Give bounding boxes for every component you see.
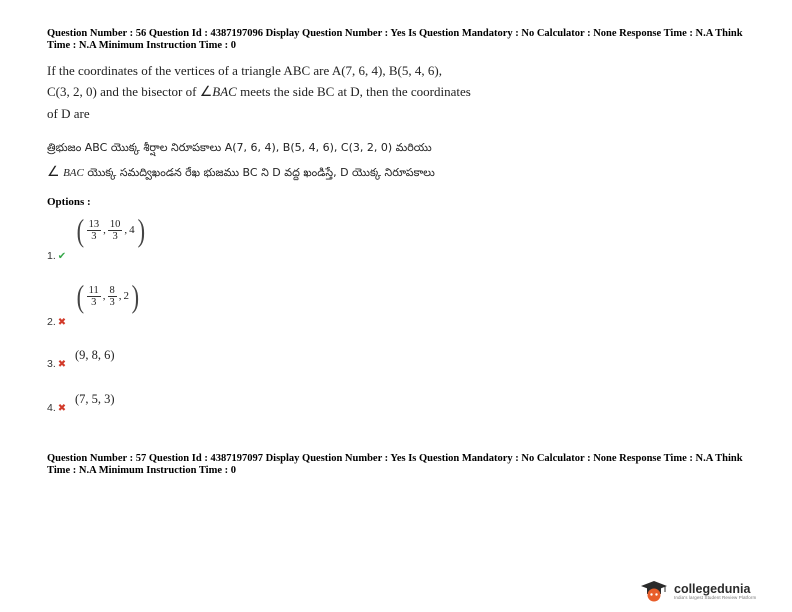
angle-name: BAC — [63, 167, 84, 179]
fraction: $\frac{10}{3}$ — [109, 218, 121, 242]
wrong-cross-icon: ✖ — [57, 359, 67, 370]
question-text-segment: meets the side BC at D, then the coordinates — [240, 84, 471, 99]
question-text-line-telugu — [47, 160, 607, 185]
wrong-cross-icon: ✖ — [57, 403, 67, 414]
option-value: (9, 8, 6) — [75, 348, 115, 362]
option-value: ( $\frac{11}{3}$ , $\frac{8}{3}$ , 2 ) — [76, 278, 140, 314]
question-text-line-telugu: త్రిభుజం ABC యొక్క శీర్షాల నిరూపకాలు A(7, 6, 4), B(5, 4, 6), C(3, 2, 0) మరియు — [47, 141, 432, 154]
question-text-segment: యొక్క సమద్విఖండన రేఖ భుజము BC ని D వద్ద ఖండిస్తే, D యొక్క నిరూపకాలు — [87, 166, 435, 179]
right-paren: ) — [131, 278, 140, 314]
option-number: 1. ✔ — [47, 250, 67, 262]
fraction: $\frac{11}{3}$ — [88, 284, 99, 308]
option-component: 4 — [129, 224, 135, 236]
left-paren: ( — [76, 212, 85, 248]
fraction: $\frac{13}{3}$ — [88, 218, 100, 242]
option-number: 2. ✖ — [47, 316, 67, 328]
option-number: 3. ✖ — [47, 358, 67, 370]
angle-symbol: ∠ — [199, 84, 213, 100]
angle-symbol: ∠ — [47, 164, 60, 180]
question-text-line: If the coordinates of the vertices of a triangle ABC are A(7, 6, 4), B(5, 4, 6), — [47, 63, 442, 78]
logo-name: collegedunia — [674, 581, 751, 596]
question-text-line: of D are — [47, 106, 90, 121]
question-56-text-telugu — [47, 136, 607, 185]
logo-tagline: India's largest Student Review Platform — [674, 594, 757, 600]
option-number: 4. ✖ — [47, 402, 67, 414]
wrong-cross-icon: ✖ — [57, 317, 67, 328]
question-56-meta: Question Number : 56 Question Id : 4387197096 Display Question Number : Yes Is Question Mandatory : No Calculator : None Response Time : N.A Think Time : N.A Minimum Instruction Time : 0 — [47, 28, 743, 51]
option-component: 2 — [123, 290, 130, 302]
right-paren: ) — [137, 212, 145, 248]
angle-name: BAC — [212, 84, 237, 99]
question-56-text-english — [47, 60, 607, 124]
fraction: $\frac{8}{3}$ — [109, 284, 115, 308]
left-paren: ( — [76, 278, 85, 314]
option-value: (7, 5, 3) — [75, 392, 115, 406]
question-text-segment: C(3, 2, 0) and the bisector of — [47, 84, 200, 99]
question-text-line — [47, 81, 607, 103]
graduation-cap-icon — [640, 580, 668, 602]
options-label: Options : — [47, 196, 91, 208]
collegedunia-logo — [640, 580, 756, 602]
option-value: ( $\frac{13}{3}$ , $\frac{10}{3}$ , 4 ) — [76, 212, 145, 248]
question-57-meta: Question Number : 57 Question Id : 4387197097 Display Question Number : Yes Is Question Mandatory : No Calculator : None Response Time : N.A Think Time : N.A Minimum Instruction Time : 0 — [47, 453, 743, 476]
correct-check-icon: ✔ — [57, 251, 67, 262]
